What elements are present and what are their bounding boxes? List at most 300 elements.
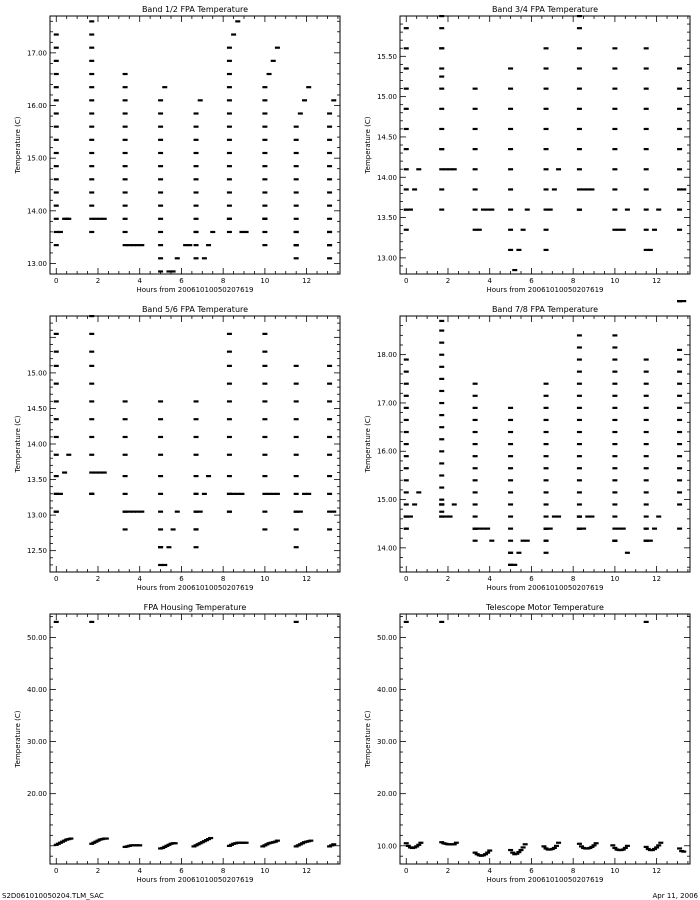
data-point xyxy=(525,540,530,542)
data-point xyxy=(644,846,649,848)
data-point xyxy=(577,88,582,90)
data-point xyxy=(54,436,59,438)
data-point xyxy=(677,108,682,110)
data-point xyxy=(227,139,232,141)
data-point xyxy=(327,365,332,367)
data-point xyxy=(439,621,444,623)
x-tick-label: 10 xyxy=(610,575,620,583)
chart-title: Band 3/4 FPA Temperature xyxy=(491,5,599,14)
data-point xyxy=(577,27,582,29)
data-point xyxy=(158,528,163,530)
data-point xyxy=(58,231,63,233)
data-point xyxy=(123,400,128,402)
y-tick-label: 30.00 xyxy=(376,738,397,747)
data-point xyxy=(54,33,59,35)
data-point xyxy=(544,503,549,505)
data-point xyxy=(644,108,649,110)
data-point xyxy=(227,475,232,477)
data-point xyxy=(102,471,107,473)
data-point xyxy=(66,454,71,456)
x-tick-label: 4 xyxy=(487,575,492,583)
data-point xyxy=(508,108,513,110)
data-point xyxy=(158,257,163,259)
data-point xyxy=(439,390,444,392)
data-point xyxy=(123,475,128,477)
data-point xyxy=(194,178,199,180)
data-point xyxy=(404,47,409,49)
data-point xyxy=(54,454,59,456)
data-point xyxy=(54,621,59,623)
data-point xyxy=(448,515,453,517)
data-point xyxy=(202,493,207,495)
data-point xyxy=(123,191,128,193)
data-point xyxy=(89,126,94,128)
data-point xyxy=(408,515,413,517)
data-point xyxy=(677,491,682,493)
data-point xyxy=(489,540,494,542)
data-point xyxy=(194,454,199,456)
data-point xyxy=(644,455,649,457)
y-tick-label: 13.00 xyxy=(376,254,397,263)
data-point xyxy=(404,229,409,231)
chart-title: Band 5/6 FPA Temperature xyxy=(141,305,249,314)
data-point xyxy=(327,436,332,438)
data-point xyxy=(54,333,59,335)
data-point xyxy=(262,365,267,367)
y-tick-label: 16.00 xyxy=(26,102,47,111)
data-point xyxy=(227,436,232,438)
data-point xyxy=(123,139,128,141)
x-tick-label: 8 xyxy=(220,867,226,875)
data-point xyxy=(544,540,549,542)
data-point xyxy=(485,528,490,530)
data-point xyxy=(327,112,332,114)
data-point xyxy=(54,139,59,141)
data-point xyxy=(327,205,332,207)
data-point xyxy=(439,67,444,69)
x-axis-label: Hours from 20061010050207619 xyxy=(486,584,604,592)
chart-svg xyxy=(0,0,350,300)
data-point xyxy=(644,88,649,90)
y-tick-label: 14.00 xyxy=(376,544,397,553)
y-tick-label: 20.00 xyxy=(26,790,47,799)
data-point xyxy=(227,365,232,367)
data-point xyxy=(548,209,553,211)
data-point xyxy=(194,400,199,402)
x-tick-label: 0 xyxy=(54,867,59,875)
x-tick-label: 6 xyxy=(529,867,534,875)
x-axis-label: Hours from 20061010050207619 xyxy=(486,286,604,294)
chart-svg xyxy=(350,598,700,890)
data-point xyxy=(521,229,526,231)
y-tick-label: 40.00 xyxy=(26,686,47,695)
data-point xyxy=(681,851,686,853)
data-point xyxy=(589,188,594,190)
data-point xyxy=(262,165,267,167)
data-point xyxy=(677,503,682,505)
data-point xyxy=(577,491,582,493)
chart-title: Band 7/8 FPA Temperature xyxy=(491,305,599,314)
data-point xyxy=(508,479,513,481)
data-point xyxy=(439,486,444,488)
data-point xyxy=(625,209,630,211)
data-point xyxy=(158,165,163,167)
y-axis-label: Temperature (C) xyxy=(14,116,22,174)
data-point xyxy=(275,47,280,49)
data-point xyxy=(327,126,332,128)
data-point xyxy=(194,257,199,259)
data-point xyxy=(194,475,199,477)
data-point xyxy=(612,407,617,409)
data-point xyxy=(487,849,492,851)
data-point xyxy=(556,168,561,170)
data-point xyxy=(644,148,649,150)
data-point xyxy=(262,205,267,207)
data-point xyxy=(227,60,232,62)
data-point xyxy=(577,503,582,505)
data-point xyxy=(227,112,232,114)
data-point xyxy=(54,475,59,477)
data-point xyxy=(644,371,649,373)
data-point xyxy=(158,400,163,402)
data-point xyxy=(577,515,582,517)
data-point xyxy=(418,842,423,844)
x-tick-label: 4 xyxy=(137,575,142,583)
data-point xyxy=(644,67,649,69)
x-axis-label: Hours from 20061010050207619 xyxy=(136,286,254,294)
x-tick-label: 8 xyxy=(570,867,576,875)
y-axis-label: Temperature (C) xyxy=(364,415,372,473)
data-point xyxy=(577,419,582,421)
data-point xyxy=(677,847,682,849)
data-point xyxy=(516,851,521,853)
data-point xyxy=(577,67,582,69)
data-point xyxy=(677,407,682,409)
data-point xyxy=(194,152,199,154)
data-point xyxy=(658,842,663,844)
data-point xyxy=(327,178,332,180)
data-point xyxy=(677,229,682,231)
data-point xyxy=(158,205,163,207)
data-point xyxy=(452,503,457,505)
data-point xyxy=(654,846,659,848)
y-tick-label: 50.00 xyxy=(26,633,47,642)
data-point xyxy=(404,67,409,69)
data-point xyxy=(473,455,478,457)
data-point xyxy=(508,528,513,530)
data-point xyxy=(171,270,176,272)
data-point xyxy=(262,475,267,477)
data-point xyxy=(544,395,549,397)
data-point xyxy=(644,431,649,433)
data-point xyxy=(508,88,513,90)
data-point xyxy=(621,229,626,231)
data-point xyxy=(439,438,444,440)
data-point xyxy=(677,419,682,421)
x-tick-label: 10 xyxy=(610,277,620,285)
data-point xyxy=(158,99,163,101)
x-tick-label: 0 xyxy=(54,277,59,285)
data-point xyxy=(508,467,513,469)
data-point xyxy=(89,47,94,49)
data-point xyxy=(404,491,409,493)
data-point xyxy=(89,86,94,88)
data-point xyxy=(592,844,597,846)
data-point xyxy=(544,148,549,150)
data-point xyxy=(54,99,59,101)
data-point xyxy=(327,493,332,495)
data-point xyxy=(508,443,513,445)
data-point xyxy=(577,455,582,457)
data-point xyxy=(677,528,682,530)
data-point xyxy=(404,407,409,409)
data-point xyxy=(89,454,94,456)
x-tick-label: 2 xyxy=(445,867,451,875)
data-point xyxy=(294,257,299,259)
data-point xyxy=(306,493,311,495)
data-point xyxy=(404,455,409,457)
data-point xyxy=(612,395,617,397)
x-tick-label: 10 xyxy=(260,575,270,583)
data-point xyxy=(404,503,409,505)
data-point xyxy=(227,47,232,49)
data-point xyxy=(677,431,682,433)
data-point xyxy=(89,231,94,233)
data-point xyxy=(262,511,267,513)
data-point xyxy=(89,621,94,623)
data-point xyxy=(439,414,444,416)
data-point xyxy=(66,218,71,220)
data-point xyxy=(577,47,582,49)
data-point xyxy=(544,47,549,49)
data-point xyxy=(439,402,444,404)
data-point xyxy=(644,419,649,421)
data-point xyxy=(544,383,549,385)
data-point xyxy=(89,165,94,167)
data-point xyxy=(612,209,617,211)
plot-frame xyxy=(400,614,690,864)
data-point xyxy=(621,528,626,530)
data-point xyxy=(612,419,617,421)
data-point xyxy=(404,168,409,170)
data-point xyxy=(158,112,163,114)
x-tick-label: 6 xyxy=(179,867,184,875)
data-point xyxy=(327,152,332,154)
data-point xyxy=(677,148,682,150)
data-point xyxy=(54,351,59,353)
y-tick-label: 15.00 xyxy=(376,93,397,102)
data-point xyxy=(610,844,615,846)
y-tick-label: 16.00 xyxy=(376,447,397,456)
data-point xyxy=(489,209,494,211)
data-point xyxy=(408,209,413,211)
data-point xyxy=(89,436,94,438)
x-tick-label: 12 xyxy=(302,575,312,583)
y-tick-label: 17.00 xyxy=(376,399,397,408)
data-point xyxy=(412,188,417,190)
data-point xyxy=(227,351,232,353)
data-point xyxy=(227,191,232,193)
data-point xyxy=(439,354,444,356)
data-point xyxy=(89,351,94,353)
data-point xyxy=(577,346,582,348)
data-point xyxy=(404,528,409,530)
x-tick-label: 8 xyxy=(220,277,226,285)
data-point xyxy=(556,842,561,844)
data-point xyxy=(171,528,176,530)
data-point xyxy=(473,479,478,481)
data-point xyxy=(612,334,617,336)
data-point xyxy=(123,86,128,88)
data-point xyxy=(473,515,478,517)
chart-title: Band 1/2 FPA Temperature xyxy=(141,5,249,14)
data-point xyxy=(404,419,409,421)
data-point xyxy=(552,188,557,190)
data-point xyxy=(54,205,59,207)
data-point xyxy=(473,88,478,90)
data-point xyxy=(404,467,409,469)
data-point xyxy=(439,148,444,150)
data-point xyxy=(327,244,332,246)
data-point xyxy=(194,126,199,128)
data-point xyxy=(516,249,521,251)
data-point xyxy=(577,395,582,397)
data-point xyxy=(294,139,299,141)
data-point xyxy=(612,443,617,445)
data-point xyxy=(508,515,513,517)
data-point xyxy=(508,455,513,457)
data-point xyxy=(612,128,617,130)
data-point xyxy=(89,33,94,35)
data-point xyxy=(89,73,94,75)
data-point xyxy=(158,475,163,477)
data-point xyxy=(206,475,211,477)
data-point xyxy=(89,112,94,114)
data-point xyxy=(227,218,232,220)
data-point xyxy=(677,168,682,170)
data-point xyxy=(194,231,199,233)
data-point xyxy=(194,546,199,548)
data-point xyxy=(644,168,649,170)
footer-date: Apr 11, 2006 xyxy=(652,892,698,900)
data-point xyxy=(275,493,280,495)
plot-frame xyxy=(50,316,340,572)
data-point xyxy=(302,99,307,101)
data-point xyxy=(294,621,299,623)
data-point xyxy=(404,383,409,385)
data-point xyxy=(89,60,94,62)
chart-svg xyxy=(0,300,350,598)
data-point xyxy=(235,20,240,22)
data-point xyxy=(89,493,94,495)
data-point xyxy=(404,395,409,397)
data-point xyxy=(123,218,128,220)
data-point xyxy=(227,99,232,101)
y-tick-label: 14.50 xyxy=(26,404,47,413)
data-point xyxy=(227,86,232,88)
data-point xyxy=(439,474,444,476)
x-tick-label: 4 xyxy=(137,867,142,875)
data-point xyxy=(123,418,128,420)
data-point xyxy=(508,407,513,409)
data-point xyxy=(644,229,649,231)
data-point xyxy=(271,60,276,62)
data-point xyxy=(294,126,299,128)
data-point xyxy=(644,188,649,190)
data-point xyxy=(294,218,299,220)
data-point xyxy=(54,511,59,513)
data-point xyxy=(544,419,549,421)
x-tick-label: 0 xyxy=(54,575,59,583)
chart-svg xyxy=(350,300,700,598)
data-point xyxy=(612,540,617,542)
data-point xyxy=(262,454,267,456)
data-point xyxy=(473,431,478,433)
data-point xyxy=(644,209,649,211)
data-point xyxy=(294,475,299,477)
data-point xyxy=(544,479,549,481)
data-point xyxy=(677,371,682,373)
data-point xyxy=(612,67,617,69)
data-point xyxy=(327,528,332,530)
data-point xyxy=(612,358,617,360)
data-point xyxy=(123,528,128,530)
data-point xyxy=(512,269,517,271)
plot-frame xyxy=(50,614,340,864)
data-point xyxy=(439,209,444,211)
data-point xyxy=(677,479,682,481)
data-point xyxy=(656,844,661,846)
data-point xyxy=(544,128,549,130)
data-point xyxy=(577,843,582,845)
chart-title: Telescope Motor Temperature xyxy=(486,603,604,612)
data-point xyxy=(327,218,332,220)
data-point xyxy=(439,128,444,130)
data-point xyxy=(123,165,128,167)
data-point xyxy=(58,493,63,495)
data-point xyxy=(523,843,528,845)
data-point xyxy=(137,844,142,846)
data-point xyxy=(262,231,267,233)
y-tick-label: 14.00 xyxy=(26,207,47,216)
x-tick-label: 12 xyxy=(652,867,662,875)
data-point xyxy=(102,218,107,220)
data-point xyxy=(331,843,336,845)
y-tick-label: 13.50 xyxy=(26,476,47,485)
data-point xyxy=(54,365,59,367)
data-point xyxy=(544,249,549,251)
data-point xyxy=(544,431,549,433)
data-point xyxy=(123,231,128,233)
data-point xyxy=(158,418,163,420)
data-point xyxy=(623,847,628,849)
data-point xyxy=(548,528,553,530)
data-point xyxy=(162,86,167,88)
data-point xyxy=(439,329,444,331)
data-point xyxy=(327,257,332,259)
data-point xyxy=(416,168,421,170)
data-point xyxy=(577,371,582,373)
data-point xyxy=(625,845,630,847)
data-point xyxy=(677,209,682,211)
data-point xyxy=(194,418,199,420)
data-point xyxy=(294,493,299,495)
data-point xyxy=(508,209,513,211)
data-point xyxy=(294,231,299,233)
data-point xyxy=(262,400,267,402)
data-point xyxy=(677,349,682,351)
data-point xyxy=(677,128,682,130)
